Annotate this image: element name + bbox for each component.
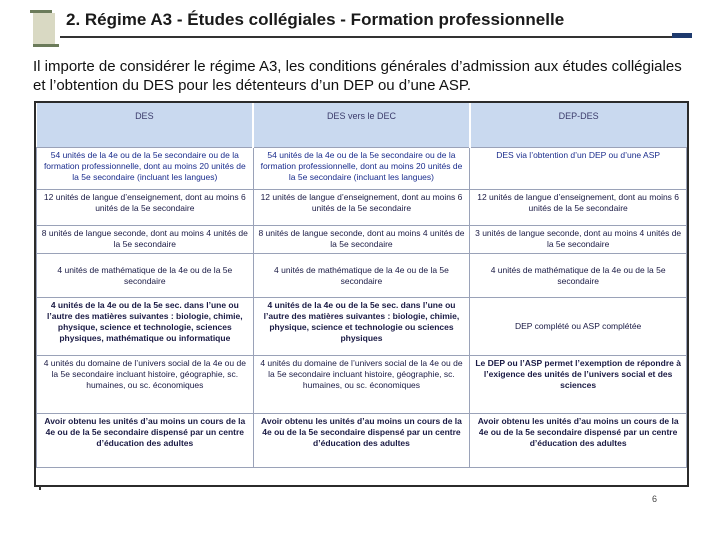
- decor-block: [33, 13, 55, 45]
- header-des-vers-dec: DES vers le DEC: [253, 103, 470, 148]
- table-cell: 4 unités de mathématique de la 4e ou de la 5e secondaire: [253, 254, 470, 298]
- table-cell: DES via l’obtention d’un DEP ou d’une ASP: [470, 148, 687, 190]
- table-cell: 4 unités de la 4e ou de la 5e sec. dans l’une ou l’autre des matières suivantes : biologie, chimie, physique, science et technologie, sciences physiques, mathématique ou informatique: [37, 298, 254, 356]
- table-cell: DEP complété ou ASP complétée: [470, 298, 687, 356]
- table-row: [37, 226, 687, 254]
- table-cell: 4 unités du domaine de l’univers social de la 4e ou de la 5e secondaire incluant histoire, géographie, sc. humaines, ou sc. économiques: [253, 356, 470, 414]
- table-cell: 3 unités de langue seconde, dont au moins 4 unités de la 5e secondaire: [470, 226, 687, 254]
- table-cell: 54 unités de la 4e ou de la 5e secondaire ou de la formation professionnelle, dont au moins 20 unités de la 5e secondaire (incluant les langues): [253, 148, 470, 190]
- table-row: [37, 298, 687, 356]
- table-cell: 4 unités de mathématique de la 4e ou de la 5e secondaire: [470, 254, 687, 298]
- table-cell: Avoir obtenu les unités d’au moins un cours de la 4e ou de la 5e secondaire dispensé par un centre d’éducation des adultes: [253, 414, 470, 468]
- decor-dot: [39, 486, 41, 490]
- table-row: [37, 356, 687, 414]
- table-cell: 54 unités de la 4e ou de la 5e secondaire ou de la formation professionnelle, dont au moins 20 unités de la 5e secondaire (incluant les langues): [37, 148, 254, 190]
- admission-table-grid: [36, 103, 687, 468]
- table-cell: 12 unités de langue d’enseignement, dont au moins 6 unités de la 5e secondaire: [470, 190, 687, 226]
- table-cell: 12 unités de langue d’enseignement, dont au moins 6 unités de la 5e secondaire: [37, 190, 254, 226]
- table-cell: 4 unités de mathématique de la 4e ou de la 5e secondaire: [37, 254, 254, 298]
- table-cell: Le DEP ou l’ASP permet l’exemption de répondre à l’exigence des unités de l’univers social et des sciences: [470, 356, 687, 414]
- header-des: DES: [37, 103, 254, 148]
- table-row: [37, 148, 687, 190]
- table-cell: Avoir obtenu les unités d’au moins un cours de la 4e ou de la 5e secondaire dispensé par un centre d’éducation des adultes: [470, 414, 687, 468]
- table-cell: Avoir obtenu les unités d’au moins un cours de la 4e ou de la 5e secondaire dispensé par un centre d’éducation des adultes: [37, 414, 254, 468]
- table-row: [37, 414, 687, 468]
- table-row: [37, 190, 687, 226]
- table-cell: 4 unités de la 4e ou de la 5e sec. dans l’une ou l’autre des matières suivantes : biologie, chimie, physique, science et technologie ou sciences physiques: [253, 298, 470, 356]
- table-cell: 8 unités de langue seconde, dont au moins 4 unités de la 5e secondaire: [37, 226, 254, 254]
- table-cell: 8 unités de langue seconde, dont au moins 4 unités de la 5e secondaire: [253, 226, 470, 254]
- intro-paragraph: Il importe de considérer le régime A3, les conditions générales d’admission aux études collégiales et l’obtention du DES pour les détenteurs d’un DEP ou d’une ASP.: [33, 58, 682, 94]
- header-dep-des: DEP-DES: [470, 103, 687, 148]
- table-row: [37, 254, 687, 298]
- title-underline-accent: [672, 33, 692, 38]
- title-underline: [60, 36, 692, 38]
- table-cell: 12 unités de langue d’enseignement, dont au moins 6 unités de la 5e secondaire: [253, 190, 470, 226]
- admission-table: [34, 101, 689, 487]
- decor-line-left: [33, 44, 59, 47]
- slide-title: 2. Régime A3 - Études collégiales - Formation professionnelle: [66, 10, 565, 29]
- page-number: 6: [652, 494, 658, 504]
- table-cell: 4 unités du domaine de l’univers social de la 4e ou de la 5e secondaire incluant histoire, géographie, sc. humaines, ou sc. économiques: [37, 356, 254, 414]
- table-header-row: [37, 103, 687, 148]
